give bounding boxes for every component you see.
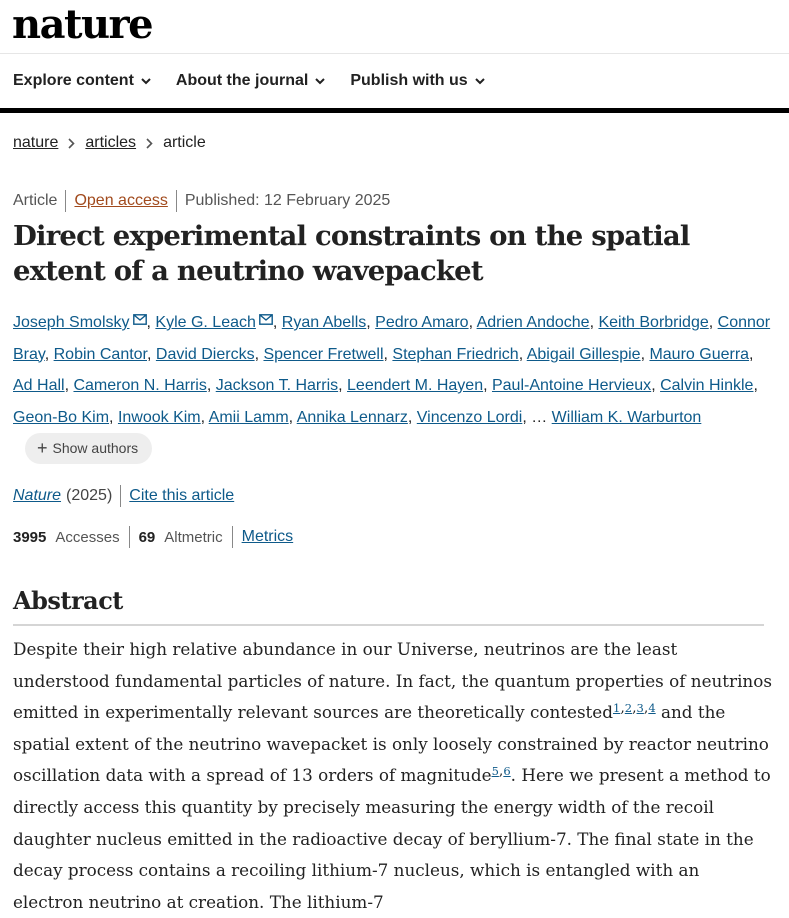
breadcrumb-nature[interactable]: nature xyxy=(13,134,59,151)
citation-year: (2025) xyxy=(66,487,113,504)
author-link[interactable]: Kyle G. Leach xyxy=(155,314,256,331)
breadcrumb-articles[interactable]: articles xyxy=(85,134,137,151)
reference-link[interactable]: 1 xyxy=(612,700,621,715)
metrics-row xyxy=(13,526,293,548)
author-link[interactable]: Mauro Guerra xyxy=(649,345,750,363)
author-list: Joseph Smolsky , Kyle G. Leach , Ryan Abells, Pedro Amaro, Adrien Andoche, Keith Borbridge, Connor Bray, Robin Cantor, David Diercks, Spencer Fretwell, Stephan Friedrich, Abigail Gillespie, Mauro Guerra, Ad Hall, Cameron N. Harris, Jackson T. Harris, Leendert M. Hayen, Paul-Antoine Hervieux, Calvin Hinkle, Geon-Bo Kim, Inwook Kim, Amii Lamm, Annika Lennarz, Vincenzo Lordi, … William K. Warburton + Show authors xyxy=(13,307,773,465)
divider xyxy=(232,526,233,548)
abstract-part: Despite their high relative abundance in our Universe, neutrinos are the least understood fundamental particles of nature. In fact, the quantum properties of neutrinos emitted in experimentally relevant sources are theoretically contested xyxy=(13,639,772,723)
masthead xyxy=(0,0,789,54)
author-link[interactable]: Geon-Bo Kim xyxy=(13,408,110,426)
chevron-down-icon xyxy=(475,78,485,85)
author-link[interactable]: Adrien Andoche xyxy=(476,314,590,331)
nav-label: About the journal xyxy=(175,72,309,89)
nav-explore-content[interactable] xyxy=(13,72,151,90)
reference-link[interactable]: 5 xyxy=(491,763,499,778)
abstract-part: and the spatial extent of the neutrino wavepacket is only loosely constrained by reactor neutrino oscillation data with a spread of 13 orders of magnitude xyxy=(13,702,769,786)
reference-link[interactable]: 6 xyxy=(503,763,511,778)
altmetric-count: 69 xyxy=(138,528,156,546)
cite-article-link[interactable]: Cite this article xyxy=(129,487,235,504)
mail-icon[interactable] xyxy=(133,314,147,325)
author-link[interactable]: Abigail Gillespie xyxy=(526,345,641,363)
author-link[interactable]: Stephan Friedrich xyxy=(392,345,519,363)
abstract-text xyxy=(13,634,773,918)
citation-row xyxy=(13,485,234,507)
abstract-part: . Here we present a method to directly access this quantity by precisely measuring the energy width of the recoil daughter nucleus emitted in the radioactive decay of beryllium-7. The final state in the decay process contains a recoiling lithium-7 nucleus, which is entangled with an electron neutrino at creation. The lithium-7 xyxy=(13,765,771,912)
reference-link[interactable]: 3 xyxy=(636,700,644,715)
accesses-label: Accesses xyxy=(55,528,120,546)
article-title: Direct experimental constraints on the spatial extent of a neutrino wavepacket xyxy=(13,220,690,287)
author-link[interactable]: Ad Hall xyxy=(13,377,65,394)
breadcrumb-current: article xyxy=(163,134,206,151)
author-link[interactable]: Ryan Abells xyxy=(281,314,367,331)
nav-publish-with-us[interactable] xyxy=(350,72,484,90)
nav-label: Publish with us xyxy=(350,72,468,89)
chevron-right-icon xyxy=(146,138,153,149)
author-link[interactable]: Connor Bray xyxy=(13,314,771,363)
mail-icon[interactable] xyxy=(259,314,273,325)
nav-label: Explore content xyxy=(13,72,134,89)
article-type: Article xyxy=(13,192,58,209)
metrics-link[interactable]: Metrics xyxy=(241,528,294,545)
show-authors-label: Show authors xyxy=(52,440,139,457)
reference-group: 5,6 xyxy=(491,762,511,779)
reference-link[interactable]: 4 xyxy=(648,700,656,715)
journal-link[interactable]: Nature xyxy=(13,487,62,504)
author-link[interactable]: Paul-Antoine Hervieux xyxy=(491,377,652,394)
main-nav xyxy=(0,54,789,108)
author-link[interactable]: Annika Lennarz xyxy=(296,408,408,426)
author-link[interactable]: Inwook Kim xyxy=(117,408,201,426)
author-link[interactable]: Leendert M. Hayen xyxy=(347,377,484,394)
altmetric-label: Altmetric xyxy=(164,528,223,546)
accesses-count: 3995 xyxy=(13,528,47,546)
divider xyxy=(176,190,177,212)
author-link[interactable]: Keith Borbridge xyxy=(598,314,709,331)
chevron-down-icon xyxy=(141,78,151,85)
author-link[interactable]: Jackson T. Harris xyxy=(215,377,339,394)
article-meta xyxy=(13,190,390,212)
open-access-link[interactable]: Open access xyxy=(74,192,168,209)
header-rule xyxy=(0,108,789,113)
published-date: Published: 12 February 2025 xyxy=(184,192,391,209)
author-link[interactable]: Vincenzo Lordi xyxy=(416,408,523,426)
plus-icon: + xyxy=(37,438,48,459)
author-ellipsis: … xyxy=(531,408,548,426)
author-link[interactable]: Calvin Hinkle xyxy=(660,377,754,394)
author-link[interactable]: William K. Warburton xyxy=(551,408,702,426)
nature-logo[interactable]: nature xyxy=(12,1,153,48)
abstract-heading: Abstract xyxy=(13,585,764,626)
reference-link[interactable]: 2 xyxy=(624,700,633,715)
author-link[interactable]: Cameron N. Harris xyxy=(73,377,207,394)
author-link[interactable]: Robin Cantor xyxy=(53,345,147,363)
breadcrumb xyxy=(13,134,206,152)
nav-about-journal[interactable] xyxy=(176,72,325,90)
author-link[interactable]: Spencer Fretwell xyxy=(263,345,384,363)
author-link[interactable]: Pedro Amaro xyxy=(375,314,469,331)
chevron-right-icon xyxy=(68,138,75,149)
author-link[interactable]: Amii Lamm xyxy=(208,408,289,426)
divider xyxy=(129,526,130,548)
author-link[interactable]: David Diercks xyxy=(155,345,255,363)
divider xyxy=(65,190,66,212)
divider xyxy=(120,485,121,507)
show-authors-button[interactable] xyxy=(25,433,152,464)
chevron-down-icon xyxy=(315,78,325,85)
reference-group: 1,2,3,4 xyxy=(612,699,656,716)
author-link[interactable]: Joseph Smolsky xyxy=(13,314,130,331)
